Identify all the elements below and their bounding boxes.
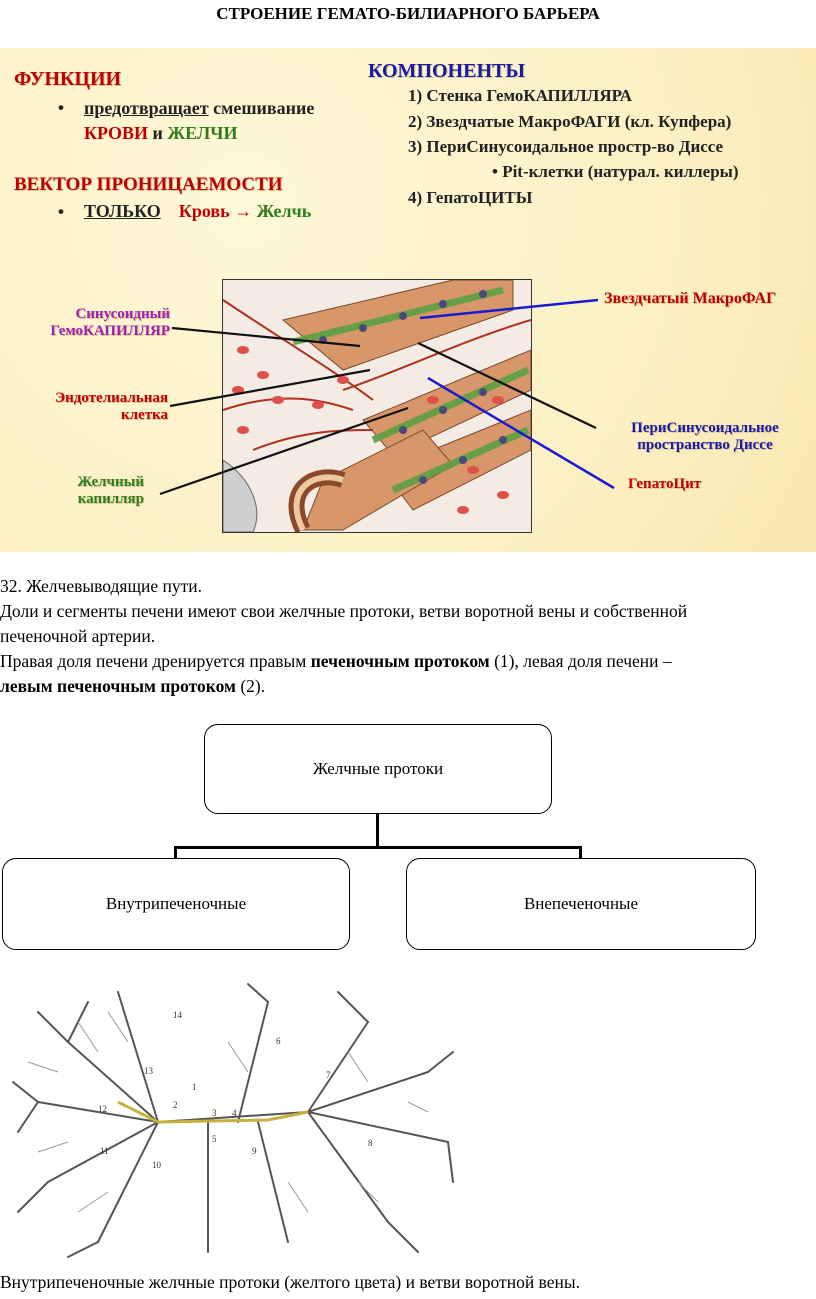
blood-bile-text: КРОВИ и ЖЕЛЧИ xyxy=(84,123,238,143)
tree-label-1: 1 xyxy=(192,1082,197,1092)
tree-label-7: 7 xyxy=(326,1070,331,1080)
paragraph-2-line-2: левым печеночным протоком (2). xyxy=(0,676,266,696)
functions-heading: ФУНКЦИИ xyxy=(14,68,122,90)
chart-right-box: Внепеченочные xyxy=(406,858,756,950)
chart-root-box: Желчные протоки xyxy=(204,724,552,814)
paragraph-1-line-2: печеночной артерии. xyxy=(0,626,156,646)
tree-label-5: 5 xyxy=(212,1134,217,1144)
tree-label-14: 14 xyxy=(173,1010,182,1020)
tree-label-6: 6 xyxy=(276,1036,281,1046)
paragraph-1-line-1: Доли и сегменты печени имеют свои желчные протоки, ветви воротной вены и собственной xyxy=(0,601,688,621)
slide-image xyxy=(0,48,816,552)
tree-label-4: 4 xyxy=(232,1108,237,1118)
label-arrows xyxy=(0,48,816,552)
tree-label-3: 3 xyxy=(212,1108,217,1118)
connector-right xyxy=(579,846,582,858)
figure-caption: Внутрипеченочные желчные протоки (желтого цвета) и ветви воротной вены. xyxy=(0,1272,580,1292)
vector-heading: ВЕКТОР ПРОНИЦАЕМОСТИ xyxy=(14,174,283,195)
tree-label-10: 10 xyxy=(152,1160,161,1170)
connector-vertical xyxy=(376,813,379,847)
vector-text: ТОЛЬКО Кровь → Желчь xyxy=(84,201,312,221)
vector-bullet: • xyxy=(58,202,64,221)
component-3: 3) ПериСинусоидальное простр-во Диссе xyxy=(408,137,724,156)
label-sinusoid: Синусоидный ГемоКАПИЛЛЯР xyxy=(50,306,170,339)
tree-label-12: 12 xyxy=(98,1104,107,1114)
bile-duct-tree-image xyxy=(8,982,458,1264)
paragraph-2-line-1: Правая доля печени дренируется правым печеночным протоком (1), левая доля печени – xyxy=(0,651,672,671)
label-stellate: Звездчатый МакроФАГ xyxy=(604,290,777,307)
section-heading: 32. Желчевыводящие пути. xyxy=(0,576,202,596)
functions-text: предотвращает смешивание xyxy=(84,98,315,118)
tree-label-8: 8 xyxy=(368,1138,373,1148)
component-1: 1) Стенка ГемоКАПИЛЛЯРА xyxy=(408,86,633,105)
component-3-sub: • Pit-клетки (натурал. киллеры) xyxy=(492,162,739,181)
connector-left xyxy=(174,846,177,858)
page-title: СТРОЕНИЕ ГЕМАТО-БИЛИАРНОГО БАРЬЕРА xyxy=(216,4,600,23)
component-4: 4) ГепатоЦИТЫ xyxy=(408,188,533,207)
label-bile-capillary: Желчный капилляр xyxy=(77,474,144,507)
tree-label-9: 9 xyxy=(252,1146,257,1156)
component-2: 2) Звездчатые МакроФАГИ (кл. Купфера) xyxy=(408,112,732,131)
label-disse: ПериСинусоидальное пространство Диссе xyxy=(631,420,779,453)
chart-left-box: Внутрипеченочные xyxy=(2,858,350,950)
tree-label-11: 11 xyxy=(100,1146,109,1156)
components-heading: КОМПОНЕНТЫ xyxy=(368,60,525,82)
connector-horizontal xyxy=(174,846,582,849)
tree-label-13: 13 xyxy=(144,1066,153,1076)
functions-bullet: • xyxy=(58,98,64,117)
label-endothelial: Эндотелиальная клетка xyxy=(54,390,168,423)
label-hepatocyte: ГепатоЦит xyxy=(628,476,702,492)
tree-label-2: 2 xyxy=(173,1100,178,1110)
